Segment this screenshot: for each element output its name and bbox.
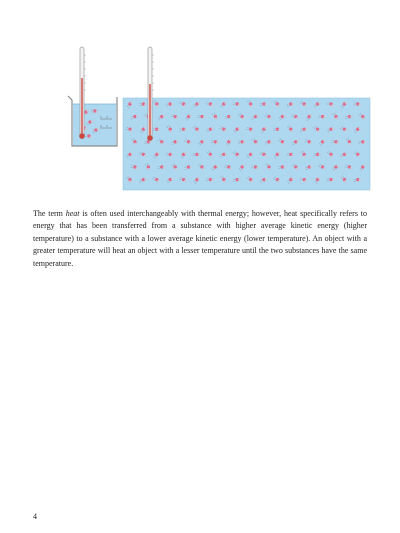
heat-transfer-illustration	[0, 0, 400, 200]
thermometer-tank-liquid	[149, 84, 150, 137]
beaker	[68, 96, 117, 146]
large-tank	[123, 98, 370, 190]
tank-water	[123, 98, 370, 190]
term-heat: heat	[65, 209, 80, 218]
body-paragraph	[33, 208, 367, 270]
thermometer-beaker-liquid	[81, 78, 82, 135]
page-number: 4	[33, 512, 37, 521]
paragraph-rest: is often used interchangeably with thermal energy; however, heat specifically refers to energy that has been transferred from a substance with higher average kinetic energy (higher temperature) to a substance with a lower average kinetic energy (lower temperature). An object with a greater temperature will heat an object with a lesser temperature until the two substances have the same temperature.	[33, 209, 367, 268]
paragraph-lead: The term	[33, 209, 66, 218]
